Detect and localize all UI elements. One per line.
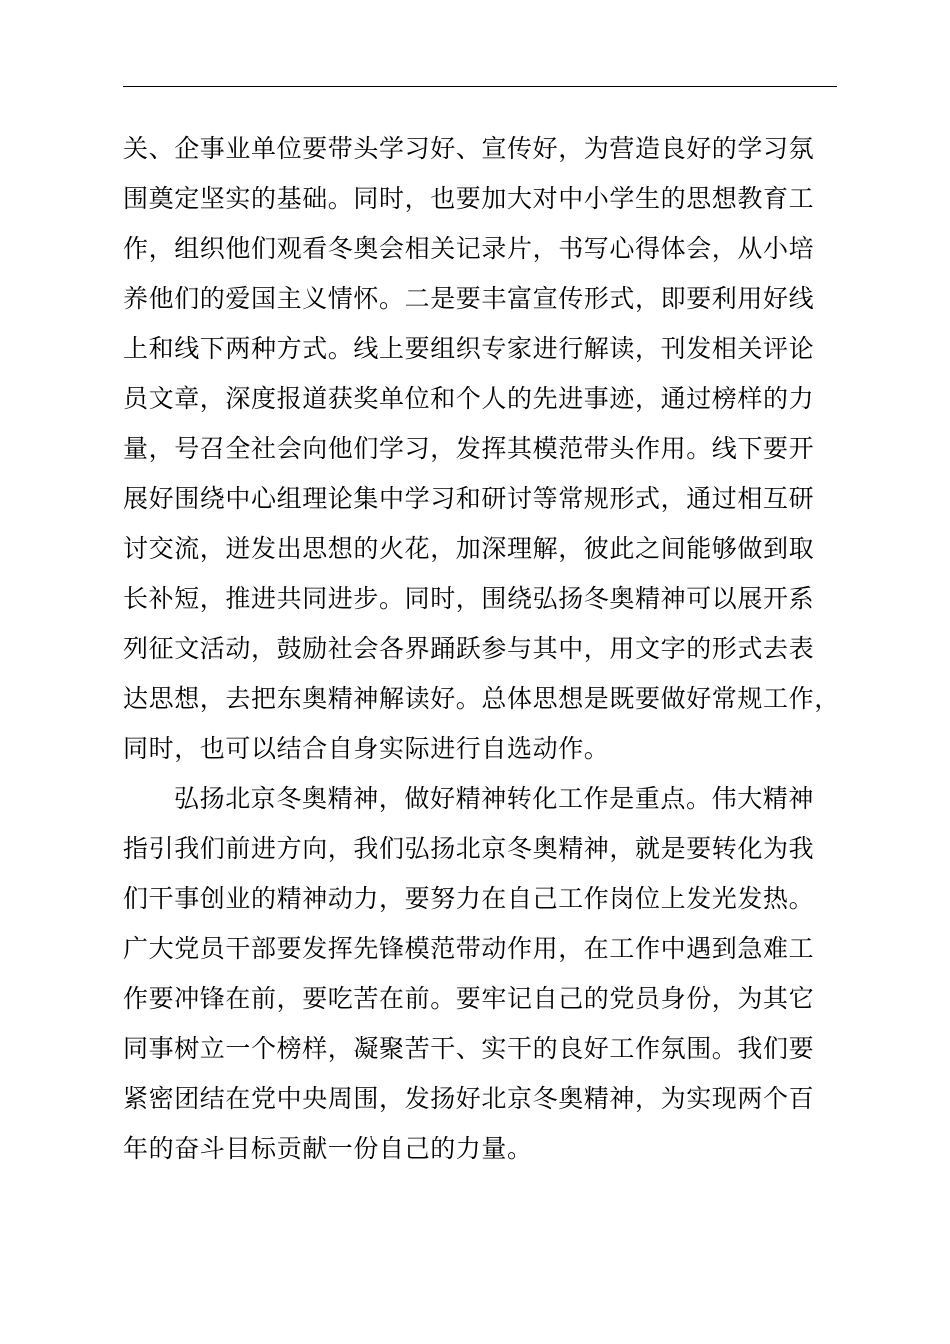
text-line: 紧密团结在党中央周围，发扬好北京冬奥精神，为实现两个百	[123, 1084, 815, 1113]
text-line: 同事树立一个榜样，凝聚苦干、实干的良好工作氛围。我们要	[123, 1034, 815, 1063]
text-line: 量，号召全社会向他们学习，发挥其模范带头作用。线下要开	[123, 434, 815, 463]
text-line: 上和线下两种方式。线上要组织专家进行解读，刊发相关评论	[123, 334, 815, 363]
document-body	[123, 124, 863, 1174]
text-line: 关、企事业单位要带头学习好、宣传好，为营造良好的学习氛	[123, 134, 815, 163]
text-line: 指引我们前进方向，我们弘扬北京冬奥精神，就是要转化为我	[123, 834, 815, 863]
text-line: 作要冲锋在前，要吃苦在前。要牢记自己的党员身份，为其它	[123, 984, 815, 1013]
text-line: 达思想，去把东奥精神解读好。总体思想是既要做好常规工作，	[123, 684, 840, 713]
text-line: 列征文活动，鼓励社会各界踊跃参与其中，用文字的形式去表	[123, 634, 815, 663]
text-line: 年的奋斗目标贡献一份自己的力量。	[123, 1134, 533, 1163]
text-line: 围奠定坚实的基础。同时，也要加大对中小学生的思想教育工	[123, 184, 815, 213]
text-line: 养他们的爱国主义情怀。二是要丰富宣传形式，即要利用好线	[123, 284, 815, 313]
text-line: 长补短，推进共同进步。同时，围绕弘扬冬奥精神可以展开系	[123, 584, 815, 613]
header-rule	[123, 86, 837, 87]
text-line: 讨交流，迸发出思想的火花，加深理解，彼此之间能够做到取	[123, 534, 815, 563]
text-line: 同时，也可以结合自身实际进行自选动作。	[123, 734, 610, 763]
text-line: 员文章，深度报道获奖单位和个人的先进事迹，通过榜样的力	[123, 384, 815, 413]
text-line: 作，组织他们观看冬奥会相关记录片，书写心得体会，从小培	[123, 234, 815, 263]
text-line: 展好围绕中心组理论集中学习和研讨等常规形式，通过相互研	[123, 484, 815, 513]
text-line: 们干事创业的精神动力，要努力在自己工作岗位上发光发热。	[123, 884, 815, 913]
text-line: 广大党员干部要发挥先锋模范带动作用，在工作中遇到急难工	[123, 934, 815, 963]
paragraph-first-line: 弘扬北京冬奥精神，做好精神转化工作是重点。伟大精神	[174, 784, 815, 813]
